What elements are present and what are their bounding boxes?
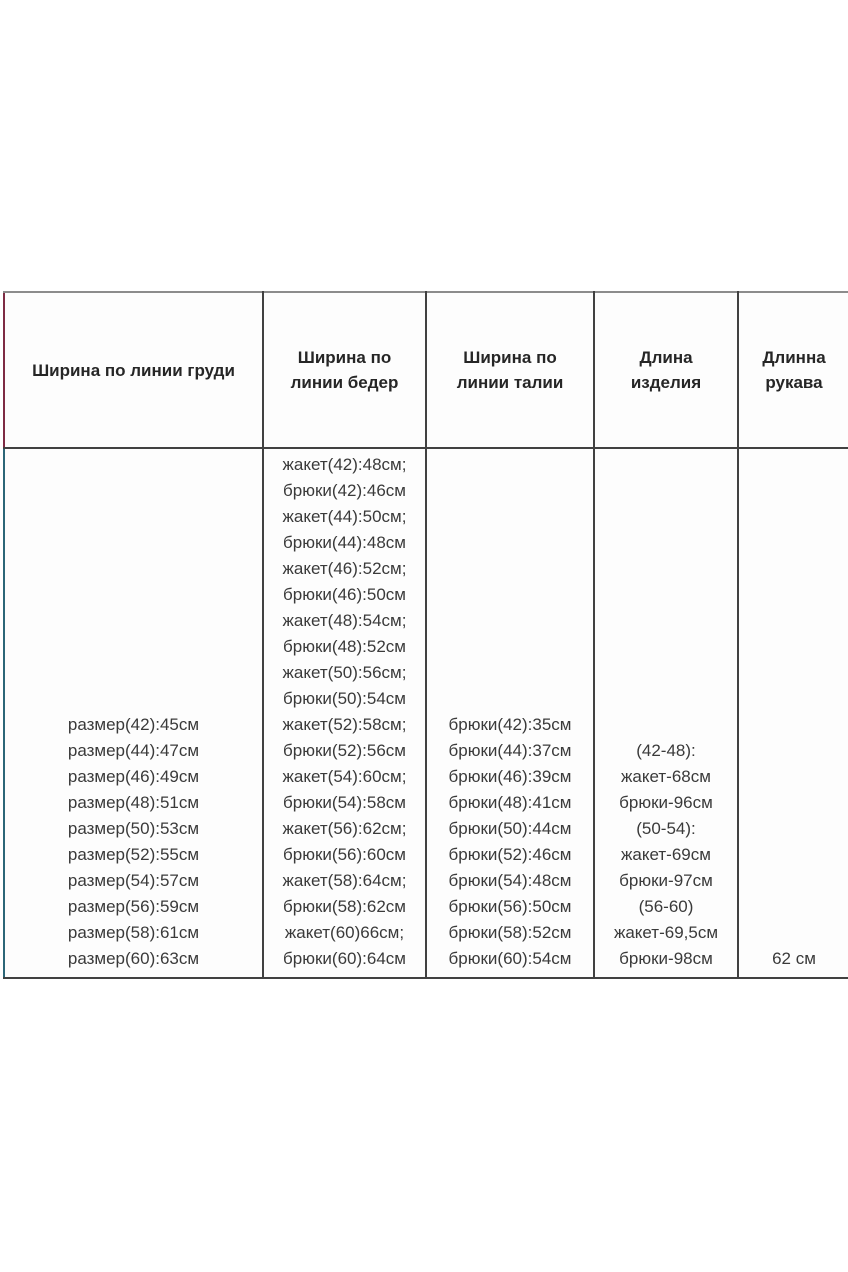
measurement-line: брюки(56):50см — [448, 897, 572, 916]
measurement-line: жакет-68см — [621, 767, 711, 786]
measurement-line: брюки(60):54см — [448, 949, 572, 968]
measurement-line: 62 см — [772, 949, 816, 968]
measurement-line: брюки(48):41см — [448, 793, 572, 812]
measurement-line: (50-54): — [636, 819, 696, 838]
header-sleeve-length: Длинна рукава — [738, 292, 848, 448]
header-chest-width: Ширина по линии груди — [4, 292, 263, 448]
size-chart-body — [4, 448, 848, 978]
measurement-line: размер(48):51см — [67, 793, 200, 812]
measurement-line: размер(46):49см — [67, 767, 200, 786]
measurement-line: размер(52):55см — [67, 845, 200, 864]
measurement-line: размер(58):61см — [67, 923, 200, 942]
size-chart-table — [3, 291, 848, 979]
measurement-line: брюки(52):56см — [283, 741, 406, 760]
measurement-line: жакет(54):60см; — [282, 767, 407, 786]
measurement-line: жакет(44):50см; — [282, 507, 407, 526]
cell-item-length — [594, 448, 738, 978]
measurement-line: брюки(50):54см — [283, 689, 406, 708]
size-chart-header-row — [4, 292, 848, 448]
measurement-line: размер(42):45см — [67, 715, 200, 734]
measurement-line: размер(60):63см — [67, 949, 200, 968]
measurement-line: жакет-69см — [621, 845, 711, 864]
measurement-line: брюки(48):52см — [283, 637, 406, 656]
measurement-line: размер(56):59см — [67, 897, 200, 916]
cell-hip-width — [263, 448, 426, 978]
measurement-line: размер(44):47см — [67, 741, 200, 760]
measurement-line: (56-60) — [638, 897, 694, 916]
measurement-line: жакет(46):52см; — [282, 559, 407, 578]
measurement-line: брюки(46):39см — [448, 767, 572, 786]
measurement-line: размер(54):57см — [67, 871, 200, 890]
cell-waist-width — [426, 448, 594, 978]
measurement-line: жакет(42):48см; — [282, 455, 407, 474]
measurement-line: размер(50):53см — [67, 819, 200, 838]
measurement-line: брюки(42):35см — [448, 715, 572, 734]
measurement-line: брюки(54):48см — [448, 871, 572, 890]
measurement-line: жакет(50):56см; — [282, 663, 407, 682]
measurement-line: жакет(58):64см; — [282, 871, 407, 890]
size-chart-data-row — [4, 448, 848, 978]
cell-sleeve-length — [738, 448, 848, 978]
measurement-line: брюки(58):52см — [448, 923, 572, 942]
measurement-line: жакет(48):54см; — [282, 611, 407, 630]
measurement-line: жакет-69,5см — [613, 923, 719, 942]
measurement-line: брюки(44):37см — [448, 741, 572, 760]
measurement-line: брюки(52):46см — [448, 845, 572, 864]
measurement-line: брюки-97см — [619, 871, 713, 890]
measurement-line: брюки(42):46см — [283, 481, 406, 500]
measurement-line: брюки(56):60см — [283, 845, 406, 864]
measurement-line: жакет(60)66см; — [284, 923, 405, 942]
measurement-line: брюки(58):62см — [283, 897, 406, 916]
measurement-line: жакет(52):58см; — [282, 715, 407, 734]
header-hip-width: Ширина по линии бедер — [263, 292, 426, 448]
measurement-line: брюки(60):64см — [283, 949, 406, 968]
header-waist-width: Ширина по линии талии — [426, 292, 594, 448]
measurement-line: брюки(50):44см — [448, 819, 572, 838]
measurement-line: брюки(44):48см — [283, 533, 406, 552]
cell-chest-width — [4, 448, 263, 978]
measurement-line: брюки-96см — [619, 793, 713, 812]
measurement-line: (42-48): — [636, 741, 696, 760]
measurement-line: брюки-98см — [619, 949, 713, 968]
measurement-line: брюки(54):58см — [283, 793, 406, 812]
measurement-line: жакет(56):62см; — [282, 819, 407, 838]
header-item-length: Длина изделия — [594, 292, 738, 448]
measurement-line: брюки(46):50см — [283, 585, 406, 604]
